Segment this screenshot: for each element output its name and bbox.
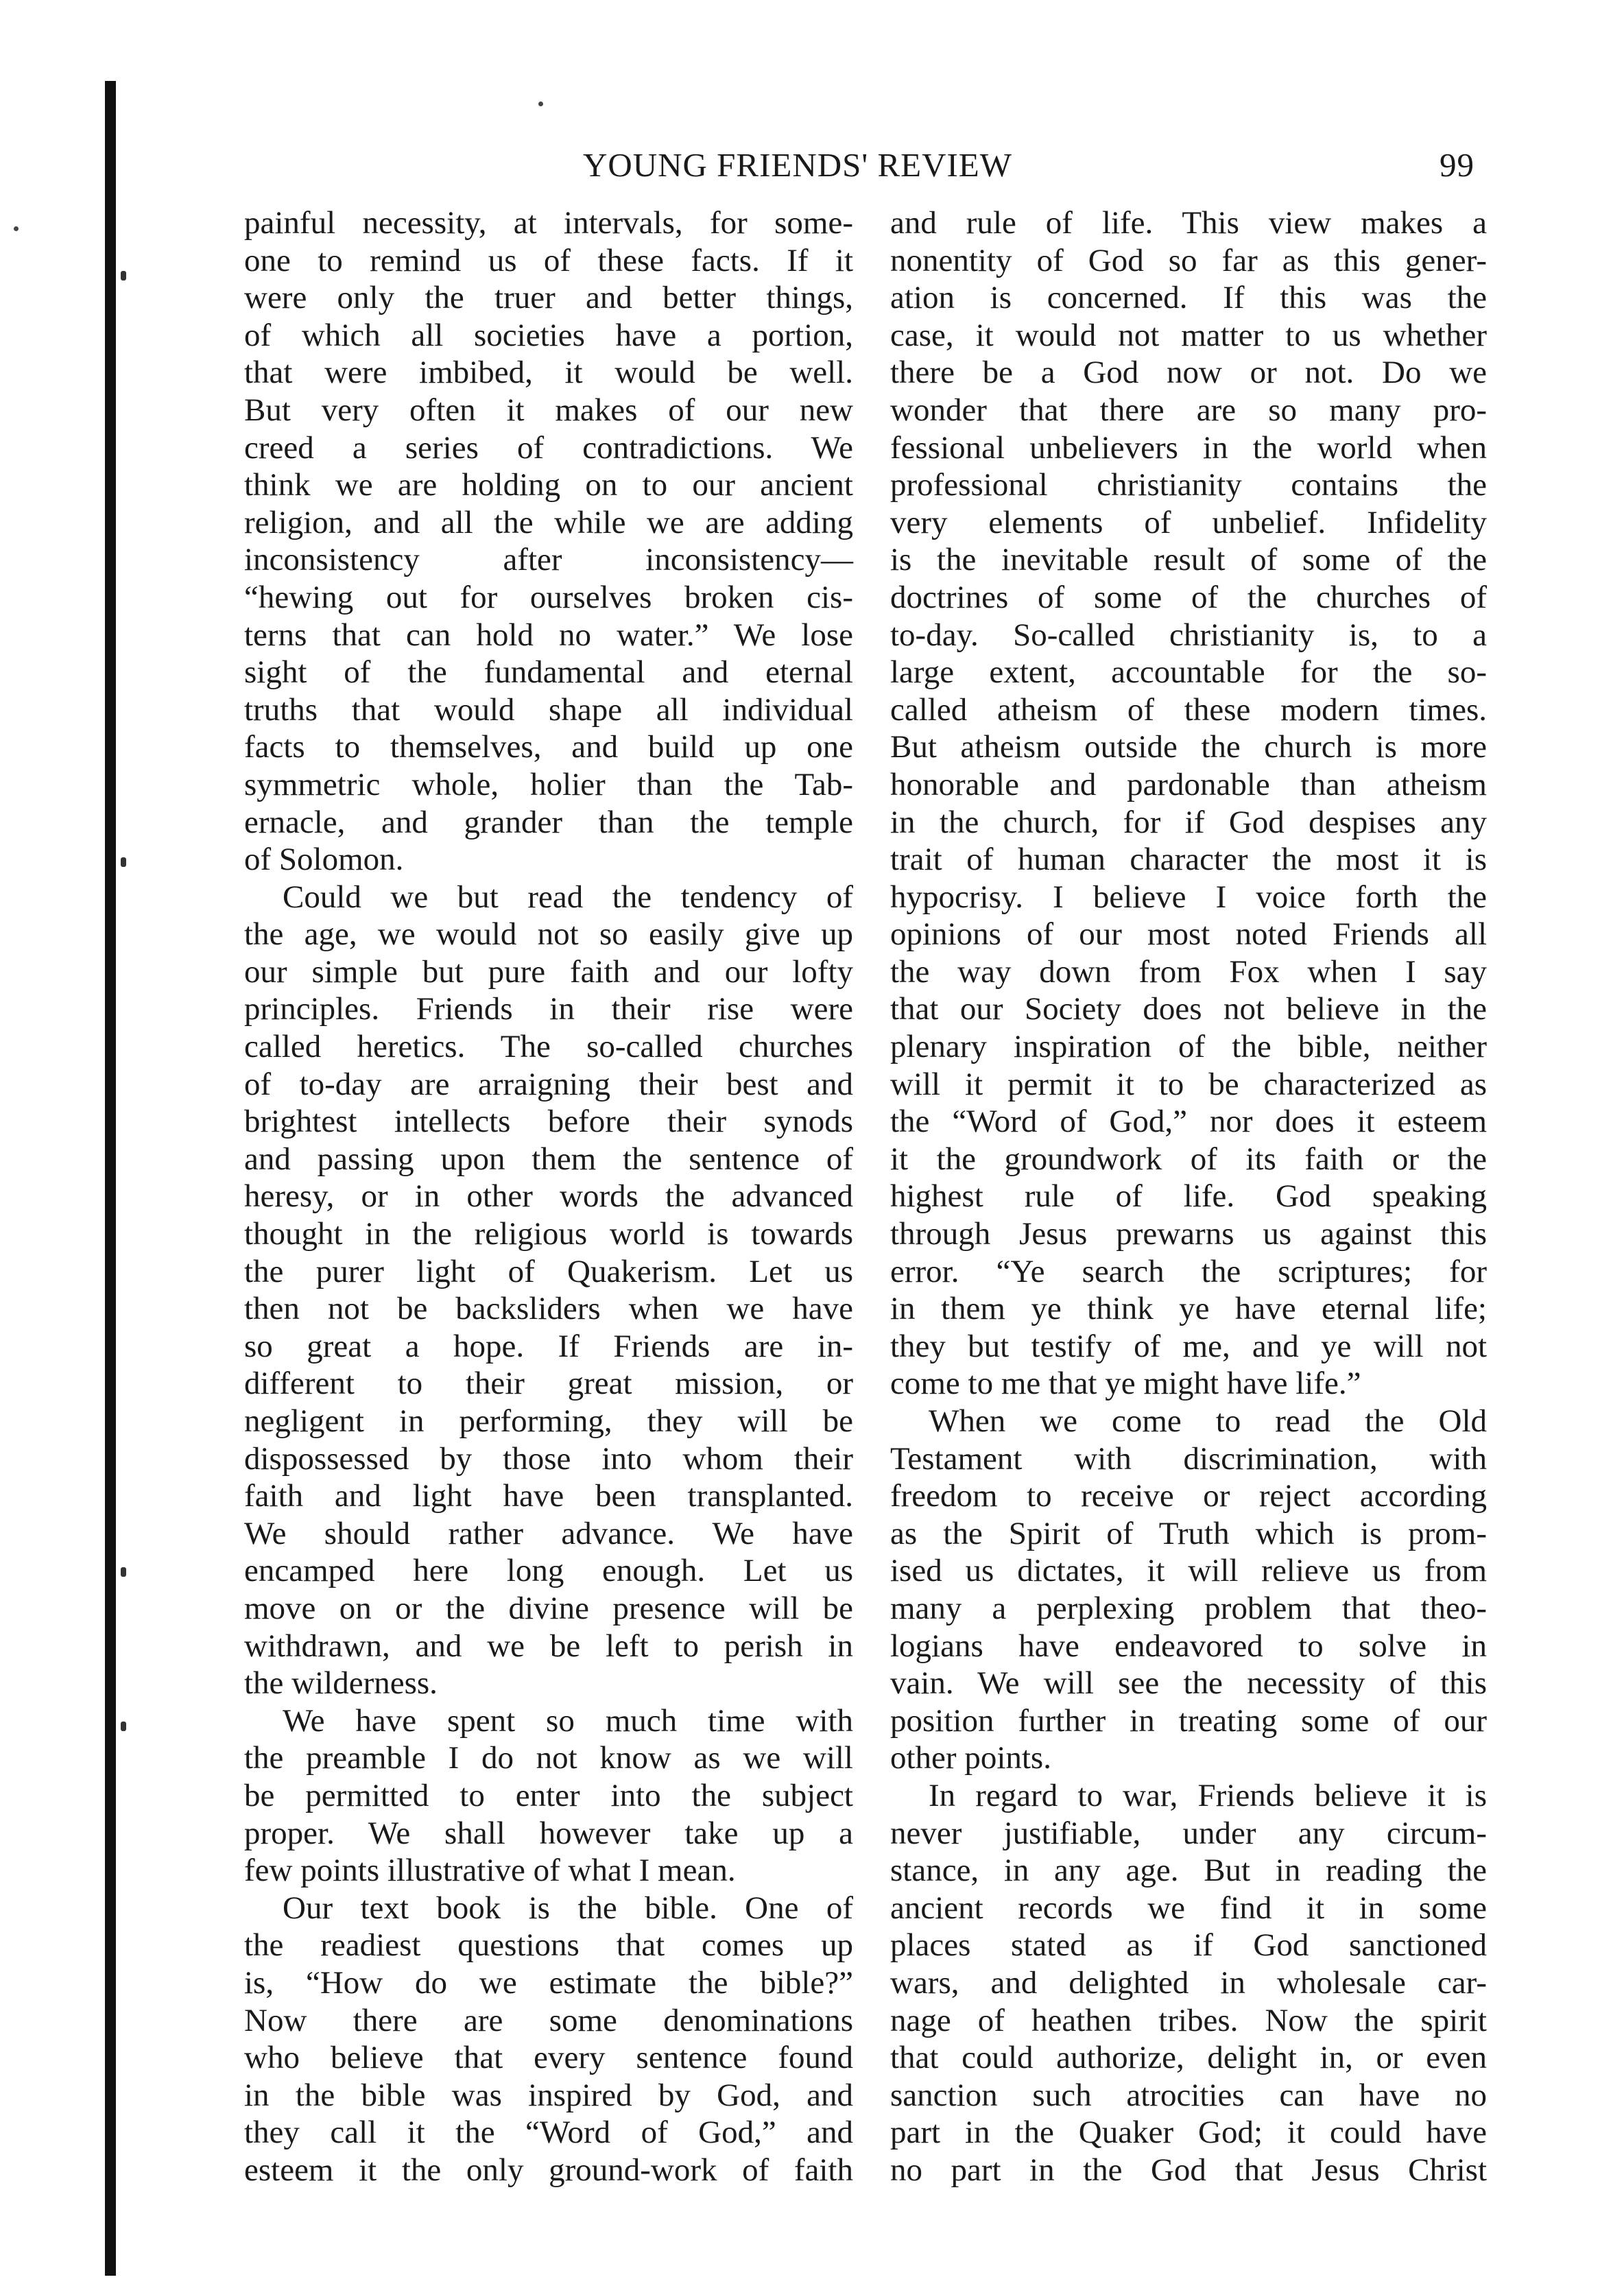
text-line: symmetric whole, holier than the Tab- [244, 766, 853, 802]
text-line: plenary inspiration of the bible, neither [890, 1029, 1487, 1065]
text-line: brightest intellects before their synods [244, 1104, 853, 1140]
text-line: dispossessed by those into whom their [244, 1440, 853, 1477]
text-line: ernacle, and grander than the temple [244, 804, 853, 840]
text-line: places stated as if God sanctioned [890, 1927, 1487, 1964]
left-text-column [244, 204, 853, 2188]
text-line: sanction such atrocities can have no [890, 2077, 1487, 2113]
text-line: no part in the God that Jesus Christ [890, 2152, 1487, 2188]
text-line: Now there are some denominations [244, 2002, 853, 2038]
text-line: hypocrisy. I believe I voice forth the [890, 879, 1487, 915]
text-line: stance, in any age. But in reading the [890, 1853, 1487, 1889]
text-line: many a perplexing problem that theo- [890, 1590, 1487, 1626]
text-line: the “Word of God,” nor does it esteem [890, 1104, 1487, 1140]
text-line: encamped here long enough. Let us [244, 1553, 853, 1589]
text-line: “hewing out for ourselves broken cis- [244, 579, 853, 615]
text-line: thought in the religious world is towards [244, 1216, 853, 1252]
text-line: called heretics. The so-called churches [244, 1029, 853, 1065]
text-line: move on or the divine presence will be [244, 1590, 853, 1626]
text-line: proper. We shall however take up a [244, 1815, 853, 1851]
text-line: in the bible was inspired by God, and [244, 2077, 853, 2113]
running-header [583, 145, 1474, 193]
text-line: highest rule of life. God speaking [890, 1178, 1487, 1215]
text-line: freedom to receive or reject according [890, 1478, 1487, 1514]
text-line: the wilderness. [244, 1665, 438, 1702]
text-line: that our Society does not believe in the [890, 991, 1487, 1027]
text-line: In regard to war, Friends believe it is [929, 1777, 1487, 1813]
text-line: position further in treating some of our [890, 1702, 1487, 1739]
text-line: be permitted to enter into the subject [244, 1777, 853, 1813]
text-line: case, it would not matter to us whether [890, 317, 1487, 353]
text-line: come to me that ye might have life.” [890, 1366, 1361, 1402]
stray-ink-dot [14, 226, 19, 231]
text-line: of which all societies have a portion, [244, 317, 853, 353]
text-line: they call it the “Word of God,” and [244, 2115, 853, 2151]
text-line: called atheism of these modern times. [890, 691, 1487, 728]
text-line: honorable and pardonable than atheism [890, 766, 1487, 802]
text-line: logians have endeavored to solve in [890, 1628, 1487, 1664]
text-line: inconsistency after inconsistency— [244, 542, 853, 578]
text-line: creed a series of contradictions. We [244, 429, 853, 466]
text-line: error. “Ye search the scriptures; for [890, 1253, 1487, 1289]
text-line: very elements of unbelief. Infidelity [890, 504, 1487, 540]
right-text-column [890, 204, 1487, 2188]
text-line: the preamble I do not know as we will [244, 1740, 853, 1776]
text-line: ation is concerned. If this was the [890, 280, 1487, 316]
text-line: heresy, or in other words the advanced [244, 1178, 853, 1215]
text-line: painful necessity, at intervals, for some- [244, 205, 853, 241]
text-line: so great a hope. If Friends are in- [244, 1328, 853, 1364]
text-line: that could authorize, delight in, or even [890, 2040, 1487, 2076]
text-line: of to-day are arraigning their best and [244, 1066, 853, 1102]
text-line: other points. [890, 1740, 1051, 1776]
text-line: is the inevitable result of some of the [890, 542, 1487, 578]
text-line: fessional unbelievers in the world when [890, 429, 1487, 466]
text-line: doctrines of some of the churches of [890, 579, 1487, 615]
text-line: were only the truer and better things, [244, 280, 853, 316]
page-binding-edge [105, 81, 116, 2276]
text-line: Our text book is the bible. One of [283, 1890, 853, 1926]
text-line: they but testify of me, and ye will not [890, 1328, 1487, 1364]
text-line: We have spent so much time with [283, 1702, 853, 1739]
text-line: principles. Friends in their rise were [244, 991, 853, 1027]
text-line: our simple but pure faith and our lofty [244, 953, 853, 990]
text-line: to-day. So-called christianity is, to a [890, 617, 1487, 653]
text-line: negligent in performing, they will be [244, 1403, 853, 1439]
text-line: But very often it makes of our new [244, 392, 853, 428]
text-line: Could we but read the tendency of [283, 879, 853, 915]
text-line: and rule of life. This view makes a [890, 205, 1487, 241]
text-line: When we come to read the Old [929, 1403, 1487, 1439]
stray-ink-dot [538, 102, 543, 106]
binding-mark [121, 1722, 126, 1731]
binding-mark [121, 857, 126, 867]
text-line: in them ye think ye have eternal life; [890, 1291, 1487, 1327]
text-line: ised us dictates, it will relieve us from [890, 1553, 1487, 1589]
text-line: in the church, for if God despises any [890, 804, 1487, 840]
text-line: one to remind us of these facts. If it [244, 242, 853, 278]
text-line: the way down from Fox when I say [890, 953, 1487, 990]
text-line: part in the Quaker God; it could have [890, 2115, 1487, 2151]
text-line: few points illustrative of what I mean. [244, 1853, 736, 1889]
text-line: think we are holding on to our ancient [244, 467, 853, 503]
text-line: esteem it the only ground-work of faith [244, 2152, 853, 2188]
text-line: will it permit it to be characterized as [890, 1066, 1487, 1102]
text-line: religion, and all the while we are adding [244, 504, 853, 540]
text-line: wonder that there are so many pro- [890, 392, 1487, 428]
text-line: the purer light of Quakerism. Let us [244, 1253, 853, 1289]
text-line: of Solomon. [244, 842, 404, 878]
text-line: vain. We will see the necessity of this [890, 1665, 1487, 1702]
text-line: through Jesus prewarns us against this [890, 1216, 1487, 1252]
text-line: and passing upon them the sentence of [244, 1141, 853, 1177]
page-number: 99 [1440, 146, 1474, 184]
text-line: trait of human character the most it is [890, 842, 1487, 878]
text-line: is, “How do we estimate the bible?” [244, 1964, 853, 2001]
text-line: We should rather advance. We have [244, 1515, 853, 1551]
text-line: then not be backsliders when we have [244, 1291, 853, 1327]
text-line: the age, we would not so easily give up [244, 916, 853, 953]
text-line: professional christianity contains the [890, 467, 1487, 503]
text-line: large extent, accountable for the so- [890, 654, 1487, 691]
text-line: Testament with discrimination, with [890, 1440, 1487, 1477]
text-line: who believe that every sentence found [244, 2040, 853, 2076]
text-line: faith and light have been transplanted. [244, 1478, 853, 1514]
journal-title: YOUNG FRIENDS' REVIEW [583, 146, 1012, 184]
text-line: wars, and delighted in wholesale car- [890, 1964, 1487, 2001]
text-line: there be a God now or not. Do we [890, 355, 1487, 391]
text-line: different to their great mission, or [244, 1366, 853, 1402]
text-line: But atheism outside the church is more [890, 729, 1487, 765]
text-line: the readiest questions that comes up [244, 1927, 853, 1964]
text-line: never justifiable, under any circum- [890, 1815, 1487, 1851]
text-line: it the groundwork of its faith or the [890, 1141, 1487, 1177]
binding-mark [121, 1567, 126, 1577]
text-line: sight of the fundamental and eternal [244, 654, 853, 691]
text-line: truths that would shape all individual [244, 691, 853, 728]
text-line: facts to themselves, and build up one [244, 729, 853, 765]
text-line: ancient records we find it in some [890, 1890, 1487, 1926]
text-line: terns that can hold no water.” We lose [244, 617, 853, 653]
text-line: nage of heathen tribes. Now the spirit [890, 2002, 1487, 2038]
text-line: withdrawn, and we be left to perish in [244, 1628, 853, 1664]
text-line: nonentity of God so far as this gener- [890, 242, 1487, 278]
binding-mark [121, 271, 126, 281]
text-line: that were imbibed, it would be well. [244, 355, 853, 391]
text-line: opinions of our most noted Friends all [890, 916, 1487, 953]
text-line: as the Spirit of Truth which is prom- [890, 1515, 1487, 1551]
